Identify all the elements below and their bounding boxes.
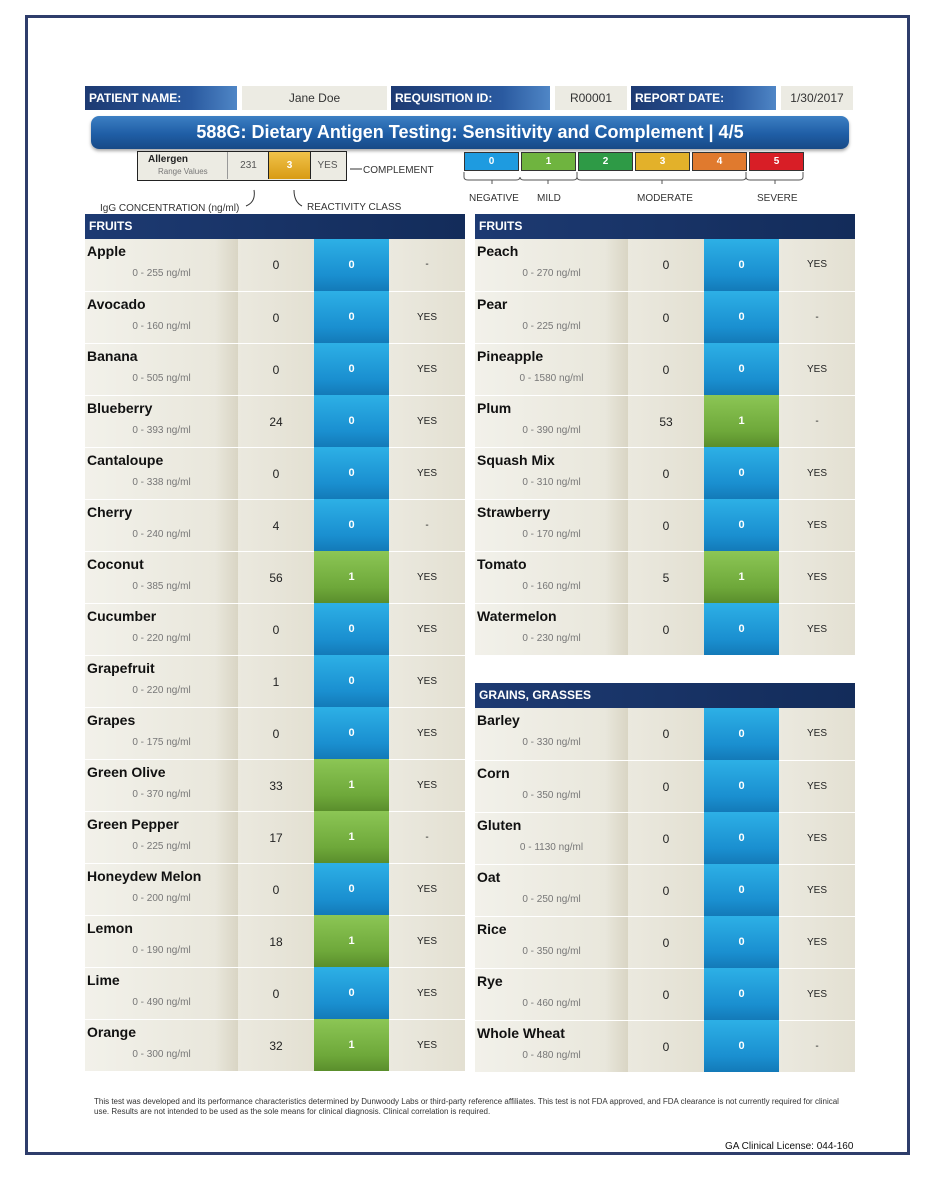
reactivity-class: 0 <box>704 447 779 499</box>
complement-value: YES <box>389 967 465 1019</box>
allergen-name: Lime <box>87 972 120 988</box>
reactivity-class: 0 <box>704 499 779 551</box>
complement-value: - <box>779 395 855 447</box>
range-values: 0 - 190 ng/ml <box>132 945 191 956</box>
complement-value: YES <box>389 395 465 447</box>
panel-title: FRUITS <box>475 214 855 239</box>
complement-value: - <box>389 239 465 291</box>
allergen-cell <box>85 447 238 499</box>
igg-value: 24 <box>238 395 314 447</box>
allergen-cell <box>475 864 628 916</box>
allergen-name: Tomato <box>477 556 527 572</box>
igg-value: 0 <box>238 343 314 395</box>
allergen-cell <box>475 1020 628 1072</box>
allergen-name: Blueberry <box>87 400 153 416</box>
result-rows <box>475 239 855 655</box>
result-row <box>475 447 855 499</box>
igg-value: 0 <box>238 239 314 291</box>
reactivity-class: 0 <box>314 291 389 343</box>
allergen-name: Apple <box>87 243 126 259</box>
igg-value: 18 <box>238 915 314 967</box>
allergen-name: Cucumber <box>87 608 157 624</box>
allergen-cell <box>475 239 628 291</box>
reactivity-class: 0 <box>704 239 779 291</box>
allergen-name: Avocado <box>87 296 146 312</box>
igg-value: 0 <box>238 447 314 499</box>
range-values: 0 - 460 ng/ml <box>522 998 581 1009</box>
allergen-name: Corn <box>477 765 510 781</box>
legend-sample <box>137 151 347 181</box>
legend-sample-class: 3 <box>268 152 311 179</box>
allergen-name: Strawberry <box>477 504 551 520</box>
result-row <box>475 708 855 760</box>
complement-value: YES <box>389 863 465 915</box>
result-row <box>85 811 465 863</box>
igg-value: 0 <box>238 291 314 343</box>
range-values: 0 - 255 ng/ml <box>132 268 191 279</box>
reactivity-class: 0 <box>314 967 389 1019</box>
allergen-cell <box>85 291 238 343</box>
result-row <box>475 291 855 343</box>
range-values: 0 - 390 ng/ml <box>522 425 581 436</box>
range-values: 0 - 330 ng/ml <box>522 737 581 748</box>
range-values: 0 - 160 ng/ml <box>132 321 191 332</box>
reactivity-class: 0 <box>314 863 389 915</box>
fruits-panel-right <box>475 214 855 655</box>
scale-class-5: 5 <box>749 152 804 171</box>
reactivity-class: 0 <box>314 343 389 395</box>
range-values: 0 - 310 ng/ml <box>522 477 581 488</box>
requisition-id-label: REQUISITION ID: <box>391 86 550 110</box>
igg-value: 0 <box>238 603 314 655</box>
allergen-name: Orange <box>87 1024 137 1040</box>
allergen-name: Plum <box>477 400 512 416</box>
complement-value: YES <box>779 916 855 968</box>
complement-value: YES <box>779 447 855 499</box>
complement-value: YES <box>779 864 855 916</box>
range-values: 0 - 160 ng/ml <box>522 581 581 592</box>
range-values: 0 - 505 ng/ml <box>132 373 191 384</box>
result-row <box>475 916 855 968</box>
reactivity-class: 0 <box>314 395 389 447</box>
reactivity-class: 1 <box>704 551 779 603</box>
igg-value: 0 <box>238 707 314 759</box>
allergen-cell <box>475 708 628 760</box>
result-row <box>475 239 855 291</box>
reactivity-class: 0 <box>314 499 389 551</box>
reactivity-class: 0 <box>314 707 389 759</box>
panel-title: FRUITS <box>85 214 465 239</box>
reactivity-class: 0 <box>314 655 389 707</box>
allergen-name: Grapefruit <box>87 660 155 676</box>
patient-name-label: PATIENT NAME: <box>85 86 237 110</box>
result-row <box>85 707 465 759</box>
reactivity-class: 1 <box>314 1019 389 1071</box>
allergen-cell <box>475 343 628 395</box>
range-values: 0 - 225 ng/ml <box>522 321 581 332</box>
complement-value: - <box>389 499 465 551</box>
igg-value: 0 <box>628 916 704 968</box>
patient-name-value: Jane Doe <box>242 86 387 110</box>
igg-value: 0 <box>628 708 704 760</box>
clinical-license: GA Clinical License: 044-160 <box>725 1141 854 1152</box>
result-row <box>475 499 855 551</box>
result-row <box>85 863 465 915</box>
allergen-cell <box>85 499 238 551</box>
igg-value: 0 <box>628 812 704 864</box>
allergen-cell <box>475 760 628 812</box>
range-values: 0 - 300 ng/ml <box>132 1049 191 1060</box>
panel-title: GRAINS, GRASSES <box>475 683 855 708</box>
allergen-name: Gluten <box>477 817 522 833</box>
legend-sample-complement: YES <box>317 160 338 171</box>
igg-value: 0 <box>628 291 704 343</box>
result-row <box>475 968 855 1020</box>
reactivity-class: 0 <box>704 812 779 864</box>
scale-severe-label: SEVERE <box>757 193 798 204</box>
result-row <box>85 551 465 603</box>
complement-value: YES <box>779 968 855 1020</box>
allergen-cell <box>85 343 238 395</box>
complement-value: YES <box>389 343 465 395</box>
allergen-cell <box>85 707 238 759</box>
scale-brackets <box>462 170 808 184</box>
result-row <box>475 1020 855 1072</box>
complement-value: YES <box>779 551 855 603</box>
legend-connectors <box>240 188 310 208</box>
legend-sample-value: 231 <box>227 152 269 179</box>
igg-value: 0 <box>238 967 314 1019</box>
reactivity-class: 1 <box>314 551 389 603</box>
reactivity-class: 0 <box>314 603 389 655</box>
allergen-cell <box>85 1019 238 1071</box>
allergen-cell <box>475 551 628 603</box>
reactivity-class-label: REACTIVITY CLASS <box>307 202 402 213</box>
igg-value: 0 <box>628 499 704 551</box>
allergen-name: Squash Mix <box>477 452 555 468</box>
result-row <box>85 967 465 1019</box>
scale-class-0: 0 <box>464 152 519 171</box>
scale-moderate-label: MODERATE <box>637 193 693 204</box>
igg-value: 0 <box>628 864 704 916</box>
result-row <box>475 864 855 916</box>
complement-value: YES <box>389 759 465 811</box>
igg-value: 33 <box>238 759 314 811</box>
allergen-name: Peach <box>477 243 519 259</box>
result-rows <box>85 239 465 1071</box>
result-row <box>475 760 855 812</box>
allergen-cell <box>85 863 238 915</box>
allergen-name: Pear <box>477 296 508 312</box>
reactivity-class: 0 <box>314 447 389 499</box>
allergen-name: Watermelon <box>477 608 557 624</box>
complement-legend-label: COMPLEMENT <box>363 165 434 176</box>
scale-negative-label: NEGATIVE <box>469 193 519 204</box>
range-values: 0 - 350 ng/ml <box>522 946 581 957</box>
complement-value: YES <box>779 603 855 655</box>
allergen-name: Green Olive <box>87 764 166 780</box>
result-rows <box>475 708 855 1072</box>
range-values: 0 - 385 ng/ml <box>132 581 191 592</box>
complement-value: YES <box>779 499 855 551</box>
allergen-cell <box>475 812 628 864</box>
allergen-cell <box>85 655 238 707</box>
result-row <box>85 759 465 811</box>
allergen-cell <box>475 395 628 447</box>
allergen-name: Honeydew Melon <box>87 868 202 884</box>
complement-value: YES <box>779 239 855 291</box>
complement-value: YES <box>779 760 855 812</box>
igg-value: 53 <box>628 395 704 447</box>
complement-value: YES <box>389 603 465 655</box>
allergen-name: Grapes <box>87 712 136 728</box>
scale-class-4: 4 <box>692 152 747 171</box>
reactivity-class: 1 <box>314 915 389 967</box>
allergen-name: Barley <box>477 712 520 728</box>
allergen-name: Pineapple <box>477 348 544 364</box>
igg-value: 56 <box>238 551 314 603</box>
range-values: 0 - 250 ng/ml <box>522 894 581 905</box>
allergen-cell <box>85 967 238 1019</box>
complement-value: YES <box>389 655 465 707</box>
report-title: 588G: Dietary Antigen Testing: Sensitivity and Complement | 4/5 <box>91 116 849 149</box>
complement-value: - <box>779 1020 855 1072</box>
range-values: 0 - 350 ng/ml <box>522 790 581 801</box>
range-values: 0 - 220 ng/ml <box>132 633 191 644</box>
allergen-cell <box>475 499 628 551</box>
reactivity-class: 0 <box>704 603 779 655</box>
scale-class-3: 3 <box>635 152 690 171</box>
allergen-cell <box>85 603 238 655</box>
complement-value: - <box>389 811 465 863</box>
result-row <box>475 812 855 864</box>
result-row <box>85 603 465 655</box>
allergen-cell <box>85 239 238 291</box>
allergen-cell <box>475 447 628 499</box>
range-values: 0 - 1130 ng/ml <box>519 842 584 853</box>
range-values: 0 - 338 ng/ml <box>132 477 191 488</box>
range-values: 0 - 175 ng/ml <box>132 737 191 748</box>
complement-value: YES <box>389 707 465 759</box>
result-row <box>85 395 465 447</box>
range-values: 0 - 230 ng/ml <box>522 633 581 644</box>
reactivity-class: 0 <box>704 760 779 812</box>
report-date-label: REPORT DATE: <box>631 86 776 110</box>
reactivity-class: 0 <box>704 916 779 968</box>
result-row <box>85 447 465 499</box>
allergen-name: Green Pepper <box>87 816 179 832</box>
igg-value: 0 <box>628 968 704 1020</box>
legend-allergen <box>138 152 227 179</box>
allergen-name: Oat <box>477 869 501 885</box>
fruits-panel-left <box>85 214 465 1071</box>
allergen-cell <box>85 915 238 967</box>
result-row <box>85 499 465 551</box>
complement-value: - <box>779 291 855 343</box>
complement-value: YES <box>779 812 855 864</box>
complement-value: YES <box>389 1019 465 1071</box>
range-values: 0 - 220 ng/ml <box>132 685 191 696</box>
allergen-name: Whole Wheat <box>477 1025 565 1041</box>
igg-value: 0 <box>238 863 314 915</box>
igg-value: 0 <box>628 603 704 655</box>
reactivity-class: 0 <box>704 968 779 1020</box>
igg-value: 4 <box>238 499 314 551</box>
complement-value: YES <box>389 447 465 499</box>
complement-value: YES <box>389 551 465 603</box>
range-values: 0 - 200 ng/ml <box>132 893 191 904</box>
igg-value: 0 <box>628 760 704 812</box>
reactivity-class: 0 <box>704 1020 779 1072</box>
igg-value: 0 <box>628 1020 704 1072</box>
result-row <box>85 343 465 395</box>
result-row <box>85 239 465 291</box>
range-values: 0 - 370 ng/ml <box>132 789 191 800</box>
allergen-name: Rice <box>477 921 507 937</box>
igg-value: 1 <box>238 655 314 707</box>
complement-value: YES <box>779 708 855 760</box>
disclaimer-text: This test was developed and its performance characteristics determined by Dunwoody Labs or third-party reference affiliates. This test is not FDA approved, and FDA clearance is not currently required for clinical use. Results are not intended to be used as the sole means for clinical diagnosis. Clinical correlation is required. <box>94 1097 839 1116</box>
report-date-value: 1/30/2017 <box>781 86 853 110</box>
result-row <box>85 655 465 707</box>
scale-class-2: 2 <box>578 152 633 171</box>
range-values: 0 - 225 ng/ml <box>132 841 191 852</box>
result-row <box>475 603 855 655</box>
allergen-cell <box>85 395 238 447</box>
igg-value: 0 <box>628 343 704 395</box>
allergen-name: Banana <box>87 348 138 364</box>
result-row <box>85 291 465 343</box>
igg-value: 0 <box>628 447 704 499</box>
reactivity-class: 1 <box>314 759 389 811</box>
allergen-cell <box>475 968 628 1020</box>
legend-allergen-label: Allergen <box>148 154 189 165</box>
igg-value: 0 <box>628 239 704 291</box>
reactivity-class: 1 <box>314 811 389 863</box>
allergen-name: Cantaloupe <box>87 452 164 468</box>
scale-class-1: 1 <box>521 152 576 171</box>
allergen-name: Coconut <box>87 556 144 572</box>
igg-value: 17 <box>238 811 314 863</box>
complement-value: YES <box>389 915 465 967</box>
range-values: 0 - 170 ng/ml <box>522 529 581 540</box>
allergen-cell <box>85 759 238 811</box>
requisition-id-value: R00001 <box>555 86 627 110</box>
reactivity-class: 1 <box>704 395 779 447</box>
range-values: 0 - 240 ng/ml <box>132 529 191 540</box>
igg-concentration-label: IgG CONCENTRATION (ng/ml) <box>100 203 240 214</box>
allergen-cell <box>85 811 238 863</box>
reactivity-class: 0 <box>704 343 779 395</box>
allergen-cell <box>85 551 238 603</box>
reactivity-class: 0 <box>704 291 779 343</box>
result-row <box>475 395 855 447</box>
allergen-cell <box>475 603 628 655</box>
allergen-name: Rye <box>477 973 503 989</box>
grains-panel <box>475 683 855 1072</box>
allergen-cell <box>475 916 628 968</box>
range-values: 0 - 1580 ng/ml <box>519 373 584 384</box>
range-values: 0 - 490 ng/ml <box>132 997 191 1008</box>
result-row <box>85 1019 465 1071</box>
result-row <box>475 343 855 395</box>
allergen-name: Lemon <box>87 920 133 936</box>
allergen-cell <box>475 291 628 343</box>
igg-value: 5 <box>628 551 704 603</box>
complement-value: YES <box>389 291 465 343</box>
legend-range-values-label: Range Values <box>158 167 208 176</box>
result-row <box>475 551 855 603</box>
igg-value: 32 <box>238 1019 314 1071</box>
range-values: 0 - 480 ng/ml <box>522 1050 581 1061</box>
scale-mild-label: MILD <box>537 193 561 204</box>
result-row <box>85 915 465 967</box>
range-values: 0 - 270 ng/ml <box>522 268 581 279</box>
reactivity-class: 0 <box>314 239 389 291</box>
reactivity-class: 0 <box>704 864 779 916</box>
range-values: 0 - 393 ng/ml <box>132 425 191 436</box>
allergen-name: Cherry <box>87 504 133 520</box>
complement-value: YES <box>779 343 855 395</box>
reactivity-class: 0 <box>704 708 779 760</box>
